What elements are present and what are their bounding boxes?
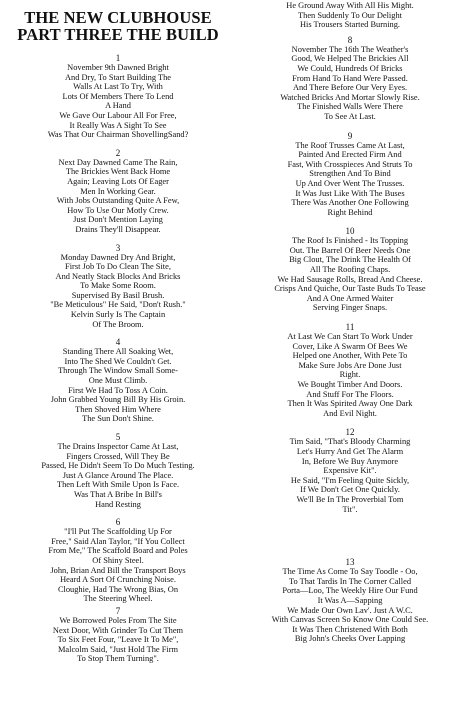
verse-9 <box>236 131 464 218</box>
verse-line: Walls At Last To Try, With <box>73 82 163 92</box>
verse-line: How To Use Our Motly Crew. <box>67 205 169 215</box>
title-line-1: THE NEW CLUBHOUSE <box>24 8 212 27</box>
verse-line: With Canvas Screen So Know One Could See. <box>271 615 429 625</box>
verse-line: To That Tardis In The Corner Called <box>288 576 412 586</box>
verse-number: 4 <box>115 337 121 348</box>
verse-number: 10 <box>345 226 355 237</box>
verse-line: Serving Finger Snaps. <box>312 303 388 313</box>
verse-line: He Said, "I'm Feeling Quite Sickly, <box>290 475 410 485</box>
verse-line: It Was A—Sapping <box>317 595 383 605</box>
verse-line: Cloughie, Had The Wrong Bias, On <box>57 584 179 594</box>
verse-line: His Trousers Started Burning. <box>299 20 401 30</box>
verse-line: Kelvin Surly Is The Captain <box>70 310 166 320</box>
verse-line: A Hand <box>105 101 131 111</box>
verse-line: All The Roofing Chaps. <box>309 265 391 275</box>
verse-number: 2 <box>115 147 121 158</box>
verse-line: Passed, He Didn't Seem To Do Much Testing. <box>41 461 195 471</box>
verse-line: Of The Broom. <box>92 319 144 329</box>
verse-line: John Grabbed Young Bill By His Groin. <box>50 395 186 405</box>
verse-line: Was That A Bribe In Bill's <box>74 489 162 499</box>
verse-line: John, Brian And Bill the Transport Boys <box>50 565 186 575</box>
verse-line: Hand Resting <box>95 499 141 509</box>
verse-line: The Steering Wheel. <box>83 594 153 604</box>
verse-line: We Could, Hundreds Of Bricks <box>297 63 403 73</box>
verse-number: 12 <box>345 427 355 438</box>
verse-line: Let's Hurry And Get The Alarm <box>296 446 404 456</box>
verse-line: We Gave Our Labour All For Free, <box>59 110 177 120</box>
verse-line: And Neatly Stack Blocks And Bricks <box>55 271 181 281</box>
verse-line: Right Behind <box>327 207 373 217</box>
verse-line: From Me," The Scaffold Board and Poles <box>48 546 188 556</box>
verse-line: Then Suddenly To Our Delight <box>298 10 402 20</box>
verse-line: Again; Leaving Lots Of Eager <box>67 176 169 186</box>
verse-line: Tim Said, "That's Bloody Charming <box>289 437 411 447</box>
verse-line: Watched Bricks And Mortar Slowly Rise. <box>280 92 420 102</box>
verse-line: Malcolm Said, "Just Hold The Firm <box>57 644 179 654</box>
verse-line: The Roof Trusses Came At Last, <box>295 140 405 150</box>
verse-line: Strengthen And To Bind <box>309 169 391 179</box>
verse-line: Big Clout, The Drink The Health Of <box>289 255 411 265</box>
verse-8 <box>236 35 464 122</box>
verse-line: To Six Feet Four, "Leave It To Me", <box>57 635 179 645</box>
verse-line: Just Don't Mention Laying <box>73 215 163 225</box>
verse-line: He Ground Away With All His Might. <box>286 1 414 10</box>
verse-line: Helped one Another, With Pete To <box>292 351 408 361</box>
verse-line: "Be Meticulous" He Said, "Don't Rush." <box>50 300 186 310</box>
verse-line: Out. The Barrel Of Beer Needs One <box>289 245 411 255</box>
verse-line: The Time As Come To Say Toodle - Oo, <box>282 567 418 577</box>
verse-line: If We Don't Get One Quickly. <box>300 485 400 495</box>
verse-5 <box>2 432 234 509</box>
verse-line: Drains They'll Disappear. <box>75 224 161 234</box>
verse-7 <box>2 606 234 664</box>
verse-line: To Stop Them Turning". <box>77 654 159 664</box>
verse-line: We Made Our Own Lav'. Just A W.C. <box>287 605 413 615</box>
verse-line: The Brickies Went Back Home <box>65 167 171 177</box>
verse-line: The Finished Walls Were There <box>297 102 403 112</box>
verse-line: November The 16th The Weather's <box>291 44 409 54</box>
verse-line: Just A Glance Around The Place. <box>62 470 174 480</box>
verse-line: We Bought Timber And Doors. <box>297 380 403 389</box>
verse-line: Heard A Sort Of Crunching Noise. <box>60 575 176 585</box>
verse-line: First We Had To Toss A Coin. <box>68 385 168 395</box>
verse-line: With Jobs Outstanding Quite A Few, <box>56 196 180 206</box>
verse-line: Fingers Crossed, Will They Be <box>66 451 170 461</box>
verse-line: There Was Another One Following <box>291 198 409 208</box>
verse-number: 1 <box>115 53 121 63</box>
verse-6 <box>2 517 234 604</box>
verse-line: Men In Working Gear. <box>80 186 156 196</box>
verse-line: Make Sure Jobs Are Done Just <box>298 360 402 370</box>
verse-line: Tit". <box>342 504 358 514</box>
verse-3 <box>2 243 234 330</box>
verse-continuation <box>236 1 464 30</box>
verse-line: Lots Of Members There To Lend <box>62 91 174 101</box>
verse-line: Crisps And Quiche, Our Taste Buds To Tease <box>274 284 426 294</box>
verse-line: And Dry, To Start Building The <box>64 72 172 82</box>
verse-line: It Was Just Like With The Buses <box>295 188 405 198</box>
verse-line: We Borrowed Poles From The Site <box>59 615 177 625</box>
verse-4 <box>2 337 234 424</box>
verse-line: Supervised By Basil Brush. <box>71 290 165 300</box>
verse-line: Cover, Like A Swarm Of Bees We <box>292 341 408 351</box>
verse-line: At Last We Can Start To Work Under <box>287 332 413 342</box>
verse-2 <box>2 148 234 235</box>
right-column <box>236 0 464 644</box>
verse-line: Monday Dawned Dry And Bright, <box>60 252 176 262</box>
verse-line: Then Left With Smile Upon Is Face. <box>56 480 180 490</box>
verse-line: Next Door, With Grinder To Cut Them <box>52 625 184 635</box>
verse-number: 7 <box>115 605 121 616</box>
verse-line: We Had Sausage Rolls, Bread And Cheese. <box>277 274 423 284</box>
left-column <box>2 0 234 664</box>
verse-line: Of Shiny Steel. <box>92 555 144 565</box>
verse-line: The Roof Is Finished - Its Topping <box>291 236 409 246</box>
verse-line: The Sun Don't Shine. <box>82 414 154 424</box>
verse-number: 5 <box>115 432 121 442</box>
verse-number: 11 <box>345 322 355 333</box>
verse-line: Right. <box>339 370 361 380</box>
verse-line: "I'll Put The Scaffolding Up For <box>64 527 172 537</box>
verse-12 <box>236 427 464 514</box>
verse-number: 9 <box>347 130 353 141</box>
poem-title <box>2 9 234 43</box>
verse-line: Then Shoved Him Where <box>75 404 161 414</box>
verse-line: One Must Climb. <box>88 376 148 386</box>
verse-line: Then It Was Spirited Away One Dark <box>287 399 413 409</box>
verse-line: To Make Some Room. <box>80 281 156 291</box>
verse-10 <box>236 226 464 313</box>
verse-line: And Evil Night. <box>323 408 377 418</box>
verse-line: Through The Window Small Some- <box>58 366 178 376</box>
verse-13 <box>236 557 464 644</box>
verse-line: Fast, With Crosspieces And Struts To <box>287 159 413 169</box>
verse-1 <box>2 53 234 140</box>
verse-number: 6 <box>115 517 121 528</box>
verse-line: Was That Our Chairman ShovellingSand? <box>47 130 189 140</box>
verse-line: Free," Said Alan Taylor, "If You Collect <box>51 536 185 546</box>
verse-line: To See At Last. <box>324 111 376 121</box>
verse-line: Expensive Kit". <box>323 466 377 476</box>
verse-line: Big John's Cheeks Over Lapping <box>294 634 406 644</box>
title-line-2: PART THREE THE BUILD <box>17 25 219 44</box>
verse-number: 8 <box>347 34 353 45</box>
verse-line: Up And Over Went The Trusses. <box>295 178 405 188</box>
verse-line: In, Before We Buy Anymore <box>301 456 399 466</box>
verse-line: Good, We Helped The Brickies All <box>291 54 409 64</box>
verse-line: It Was Then Christened With Both <box>292 624 408 634</box>
verse-line: First Job To Do Clean The Site, <box>65 262 171 272</box>
verse-line: Standing There All Soaking Wet, <box>62 347 174 357</box>
verse-line: And Stuff For The Floors. <box>306 389 394 399</box>
verse-line: Into The Shed We Couldn't Get. <box>64 356 172 366</box>
verse-line: Next Day Dawned Came The Rain, <box>58 157 178 167</box>
verse-line: November 9th Dawned Bright <box>67 63 169 72</box>
verse-11 <box>236 322 464 418</box>
verse-line: It Really Was A Sight To See <box>69 120 167 130</box>
verse-number: 13 <box>345 557 355 568</box>
verse-line: And A One Armed Waiter <box>306 293 394 303</box>
verse-line: We'll Be In The Proverbial Tom <box>296 494 404 504</box>
verse-line: Painted And Erected Firm And <box>298 150 402 160</box>
verse-line: Porta—Loo, The Weekly Hire Our Fund <box>282 586 418 596</box>
verse-line: And There Before Our Very Eyes. <box>292 83 408 93</box>
verse-line: From Hand To Hand Were Passed. <box>292 73 408 83</box>
verse-number: 3 <box>115 242 121 253</box>
verse-line: The Drains Inspector Came At Last, <box>57 442 179 451</box>
